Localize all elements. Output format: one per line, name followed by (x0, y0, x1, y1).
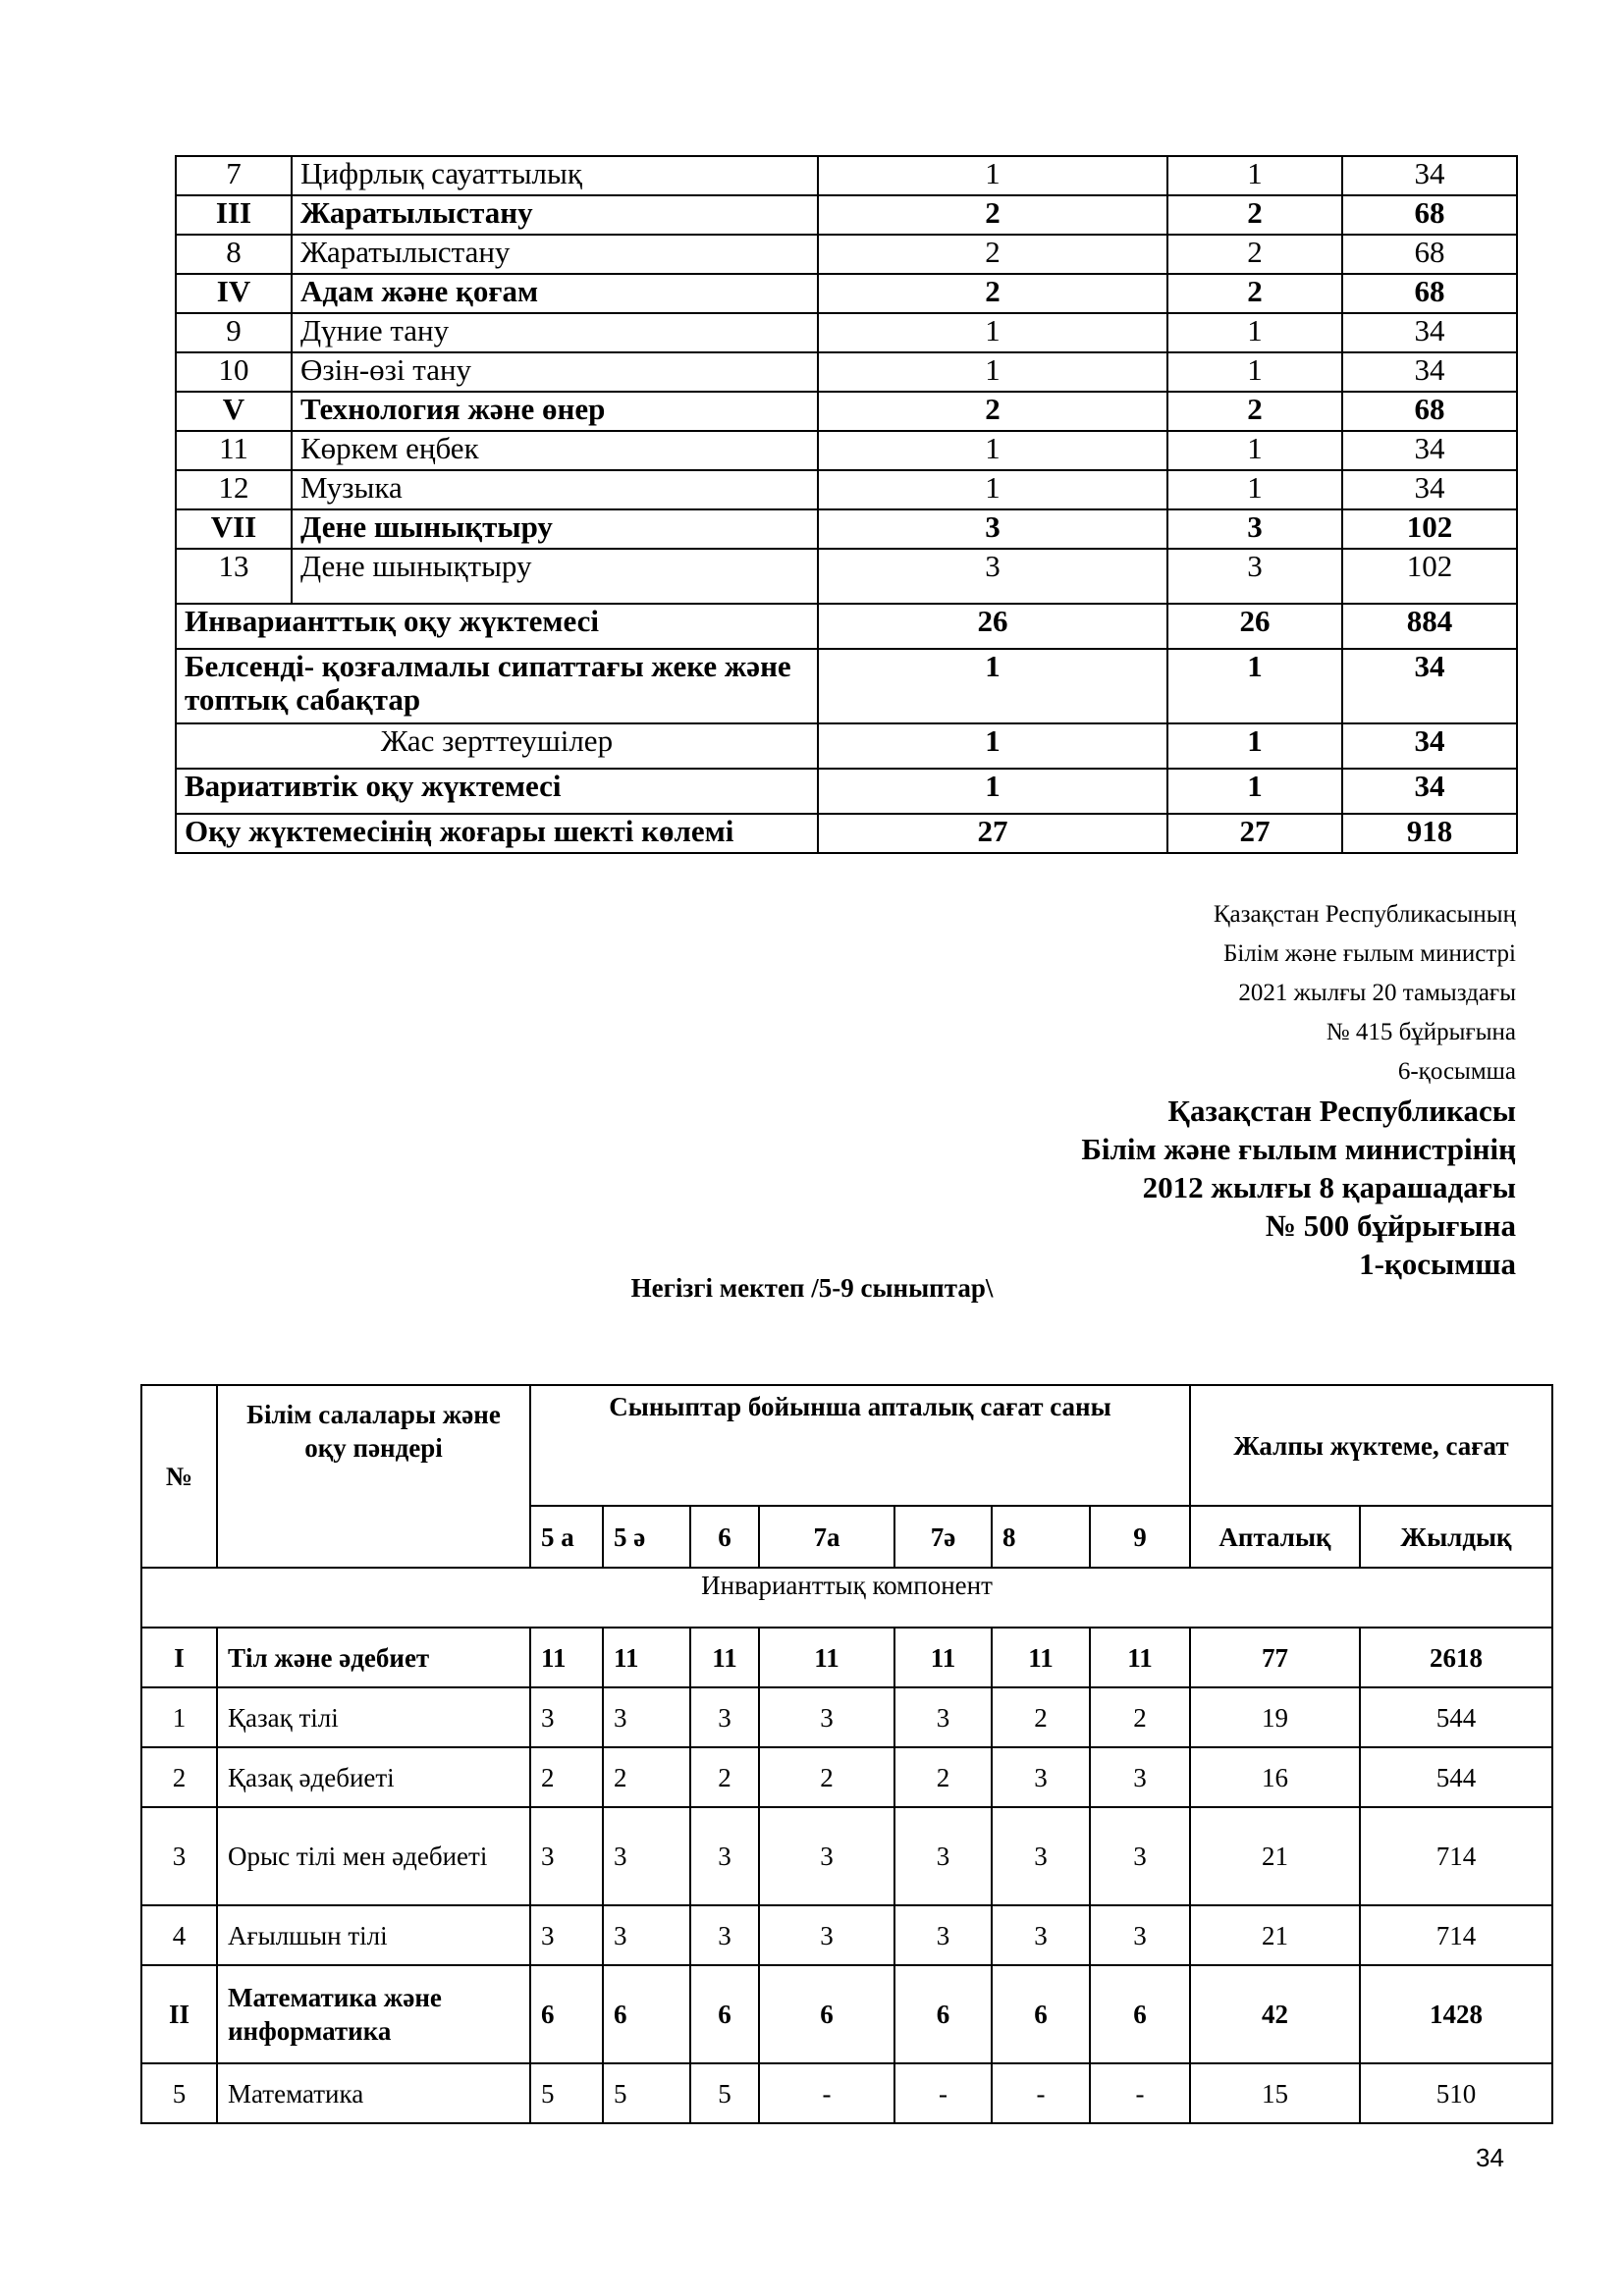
class-header: 7а (759, 1506, 894, 1568)
header-weekly-hours: Сыныптар бойынша апталық сағат саны (530, 1385, 1190, 1506)
appendix-heading-line: 2012 жылғы 8 қарашадағы (1142, 1170, 1516, 1204)
class-hours: 3 (530, 1687, 603, 1747)
table-row (141, 1807, 1552, 1905)
header-total-load: Жалпы жүктеме, сағат (1190, 1385, 1552, 1506)
hours-col-1: 1 (818, 470, 1167, 509)
class-hours: - (759, 2063, 894, 2123)
hours-col-3: 68 (1342, 274, 1517, 313)
summary-label: Жас зерттеушілер (176, 723, 818, 769)
yearly-total: 510 (1360, 2063, 1552, 2123)
class-hours: 3 (530, 1807, 603, 1905)
class-hours: 3 (603, 1687, 690, 1747)
class-hours: 3 (1090, 1807, 1190, 1905)
class-hours: 6 (530, 1965, 603, 2063)
class-hours: 3 (1090, 1905, 1190, 1965)
approval-block (632, 895, 1516, 1283)
table-row (141, 2063, 1552, 2123)
class-hours: 3 (759, 1905, 894, 1965)
row-number: 9 (176, 313, 292, 352)
hours-col-3: 34 (1342, 431, 1517, 470)
class-hours: 5 (603, 2063, 690, 2123)
table-row (176, 352, 1517, 392)
summary-row (176, 814, 1517, 853)
class-hours: 2 (690, 1747, 759, 1807)
hours-col-3: 34 (1342, 313, 1517, 352)
hours-col-1: 1 (818, 649, 1167, 723)
class-hours: 6 (603, 1965, 690, 2063)
hours-col-1: 1 (818, 723, 1167, 769)
hours-col-2: 1 (1167, 470, 1342, 509)
subject-name: Дүние тану (292, 313, 818, 352)
class-hours: 11 (530, 1628, 603, 1687)
class-hours: 5 (530, 2063, 603, 2123)
row-number: 7 (176, 156, 292, 195)
class-hours: 2 (992, 1687, 1090, 1747)
hours-col-1: 1 (818, 431, 1167, 470)
approval-line: № 415 бұйрығына (1326, 1019, 1516, 1045)
class-hours: 3 (1090, 1747, 1190, 1807)
subject-name: Дене шынықтыру (292, 509, 818, 549)
yearly-total: 544 (1360, 1687, 1552, 1747)
hours-col-2: 1 (1167, 156, 1342, 195)
hours-col-3: 68 (1342, 392, 1517, 431)
hours-col-1: 26 (818, 604, 1167, 649)
class-hours: 11 (1090, 1628, 1190, 1687)
row-number: II (141, 1965, 217, 2063)
summary-label: Инварианттық оқу жүктемесі (176, 604, 818, 649)
approval-line: 6-қосымша (1397, 1058, 1516, 1085)
class-hours: 2 (1090, 1687, 1190, 1747)
section-label: Инварианттық компонент (141, 1568, 1552, 1628)
approval-line: 2021 жылғы 20 тамыздағы (1238, 980, 1516, 1006)
yearly-total: 714 (1360, 1905, 1552, 1965)
subject-name: Цифрлық сауаттылық (292, 156, 818, 195)
hours-col-1: 3 (818, 509, 1167, 549)
hours-col-1: 2 (818, 235, 1167, 274)
summary-row (176, 649, 1517, 723)
class-hours: 2 (894, 1747, 992, 1807)
hours-col-1: 2 (818, 195, 1167, 235)
hours-col-3: 34 (1342, 156, 1517, 195)
table-row (176, 156, 1517, 195)
hours-col-2: 2 (1167, 195, 1342, 235)
subject-name: Өзін-өзі тану (292, 352, 818, 392)
row-number: 1 (141, 1687, 217, 1747)
weekly-total: 15 (1190, 2063, 1360, 2123)
hours-col-2: 1 (1167, 431, 1342, 470)
hours-col-3: 918 (1342, 814, 1517, 853)
hours-col-2: 3 (1167, 549, 1342, 604)
summary-row (176, 723, 1517, 769)
hours-col-2: 2 (1167, 392, 1342, 431)
class-hours: - (1090, 2063, 1190, 2123)
hours-col-1: 1 (818, 352, 1167, 392)
hours-col-2: 27 (1167, 814, 1342, 853)
table-row (176, 313, 1517, 352)
table-caption: Негізгі мектеп /5-9 сыныптар\ (630, 1273, 994, 1303)
curriculum-table-continued (175, 155, 1518, 854)
approval-line: Білім және ғылым министрі (1222, 940, 1516, 967)
class-hours: 3 (759, 1687, 894, 1747)
subject-name: Технология және өнер (292, 392, 818, 431)
hours-col-3: 34 (1342, 723, 1517, 769)
class-hours: 2 (759, 1747, 894, 1807)
summary-row (176, 769, 1517, 814)
header-row (141, 1385, 1552, 1506)
appendix-heading-line: Білім және ғылым министрінің (1081, 1132, 1516, 1166)
class-hours: 3 (690, 1687, 759, 1747)
summary-row (176, 604, 1517, 649)
weekly-total: 77 (1190, 1628, 1360, 1687)
weekly-total: 21 (1190, 1807, 1360, 1905)
hours-col-1: 1 (818, 769, 1167, 814)
class-header: 6 (690, 1506, 759, 1568)
yearly-total: 714 (1360, 1807, 1552, 1905)
class-hours: 11 (759, 1628, 894, 1687)
table-row (176, 392, 1517, 431)
class-hours: 11 (992, 1628, 1090, 1687)
yearly-total: 544 (1360, 1747, 1552, 1807)
class-hours: 3 (992, 1747, 1090, 1807)
weekly-total: 42 (1190, 1965, 1360, 2063)
header-number: № (141, 1385, 217, 1568)
subject-name: Математика және информатика (217, 1965, 530, 2063)
class-hours: 3 (603, 1807, 690, 1905)
row-number: IV (176, 274, 292, 313)
table-row (141, 1628, 1552, 1687)
subject-name: Қазақ тілі (217, 1687, 530, 1747)
summary-label: Оқу жүктемесінің жоғары шекті көлемі (176, 814, 818, 853)
row-number: 2 (141, 1747, 217, 1807)
row-number: 4 (141, 1905, 217, 1965)
class-hours: - (894, 2063, 992, 2123)
table-row (141, 1965, 1552, 2063)
row-number: V (176, 392, 292, 431)
hours-col-1: 2 (818, 274, 1167, 313)
table-row (176, 235, 1517, 274)
hours-col-3: 68 (1342, 195, 1517, 235)
class-hours: 6 (759, 1965, 894, 2063)
row-number: 11 (176, 431, 292, 470)
class-hours: 6 (992, 1965, 1090, 2063)
row-number: 13 (176, 549, 292, 604)
class-hours: 3 (992, 1807, 1090, 1905)
table-row (176, 195, 1517, 235)
subject-name: Қазақ әдебиеті (217, 1747, 530, 1807)
class-hours: 6 (690, 1965, 759, 2063)
hours-col-2: 26 (1167, 604, 1342, 649)
row-number: 12 (176, 470, 292, 509)
hours-col-2: 1 (1167, 313, 1342, 352)
row-number: III (176, 195, 292, 235)
hours-col-2: 1 (1167, 723, 1342, 769)
class-hours: 11 (603, 1628, 690, 1687)
subject-name: Дене шынықтыру (292, 549, 818, 604)
hours-col-3: 884 (1342, 604, 1517, 649)
table-row (141, 1687, 1552, 1747)
yearly-total: 1428 (1360, 1965, 1552, 2063)
subject-name: Ағылшын тілі (217, 1905, 530, 1965)
appendix-heading-line: № 500 бұйрығына (1265, 1208, 1516, 1243)
hours-col-3: 102 (1342, 549, 1517, 604)
class-hours: - (992, 2063, 1090, 2123)
hours-col-2: 2 (1167, 274, 1342, 313)
row-number: 10 (176, 352, 292, 392)
page-number: 34 (1476, 2143, 1504, 2172)
class-header: 8 (992, 1506, 1090, 1568)
hours-col-2: 3 (1167, 509, 1342, 549)
class-hours: 5 (690, 2063, 759, 2123)
hours-col-2: 2 (1167, 235, 1342, 274)
appendix-heading-line: 1-қосымша (1359, 1247, 1516, 1281)
table-row (176, 549, 1517, 604)
hours-col-1: 1 (818, 156, 1167, 195)
hours-col-3: 34 (1342, 769, 1517, 814)
class-hours: 3 (992, 1905, 1090, 1965)
class-hours: 3 (690, 1905, 759, 1965)
class-hours: 11 (894, 1628, 992, 1687)
table-row (176, 274, 1517, 313)
hours-col-2: 1 (1167, 649, 1342, 723)
table-row (176, 431, 1517, 470)
summary-label: Белсенді- қозғалмалы сипаттағы жеке және топтық сабақтар (176, 649, 818, 723)
subject-name: Математика (217, 2063, 530, 2123)
hours-col-1: 2 (818, 392, 1167, 431)
class-hours: 3 (603, 1905, 690, 1965)
table-row (141, 1747, 1552, 1807)
class-hours: 2 (530, 1747, 603, 1807)
class-header: 9 (1090, 1506, 1190, 1568)
class-hours: 3 (894, 1687, 992, 1747)
hours-col-3: 34 (1342, 470, 1517, 509)
yearly-total: 2618 (1360, 1628, 1552, 1687)
subject-name: Музыка (292, 470, 818, 509)
class-hours: 11 (690, 1628, 759, 1687)
row-number: 5 (141, 2063, 217, 2123)
subject-name: Орыс тілі мен әдебиеті (217, 1807, 530, 1905)
hours-col-2: 1 (1167, 352, 1342, 392)
class-hours: 3 (894, 1905, 992, 1965)
hours-col-3: 34 (1342, 649, 1517, 723)
table-row (176, 470, 1517, 509)
class-hours: 6 (894, 1965, 992, 2063)
row-number: 3 (141, 1807, 217, 1905)
hours-col-1: 1 (818, 313, 1167, 352)
header-yearly: Жылдық (1360, 1506, 1552, 1568)
class-hours: 2 (603, 1747, 690, 1807)
weekly-total: 16 (1190, 1747, 1360, 1807)
hours-col-2: 1 (1167, 769, 1342, 814)
class-hours: 3 (530, 1905, 603, 1965)
weekly-total: 19 (1190, 1687, 1360, 1747)
approval-line: Қазақстан Республикасының (1213, 901, 1516, 928)
class-header: 5 ә (603, 1506, 690, 1568)
table-row (176, 509, 1517, 549)
row-number: 8 (176, 235, 292, 274)
header-weekly: Апталық (1190, 1506, 1360, 1568)
class-header: 5 а (530, 1506, 603, 1568)
class-hours: 3 (894, 1807, 992, 1905)
table-row (141, 1905, 1552, 1965)
appendix-heading-line: Қазақстан Республикасы (1167, 1094, 1516, 1128)
header-subjects: Білім салалары және оқу пәндері (217, 1385, 530, 1568)
row-number: I (141, 1628, 217, 1687)
subject-name: Жаратылыстану (292, 235, 818, 274)
section-row (141, 1568, 1552, 1628)
row-number: VII (176, 509, 292, 549)
class-hours: 6 (1090, 1965, 1190, 2063)
hours-col-3: 68 (1342, 235, 1517, 274)
summary-label: Вариативтік оқу жүктемесі (176, 769, 818, 814)
weekly-total: 21 (1190, 1905, 1360, 1965)
hours-col-1: 3 (818, 549, 1167, 604)
class-header: 7ә (894, 1506, 992, 1568)
hours-col-3: 34 (1342, 352, 1517, 392)
subject-name: Көркем еңбек (292, 431, 818, 470)
subject-name: Адам және қоғам (292, 274, 818, 313)
class-hours: 3 (759, 1807, 894, 1905)
class-hours: 3 (690, 1807, 759, 1905)
basic-school-curriculum-table (140, 1384, 1553, 2124)
hours-col-3: 102 (1342, 509, 1517, 549)
hours-col-1: 27 (818, 814, 1167, 853)
subject-name: Жаратылыстану (292, 195, 818, 235)
subject-name: Тіл және әдебиет (217, 1628, 530, 1687)
